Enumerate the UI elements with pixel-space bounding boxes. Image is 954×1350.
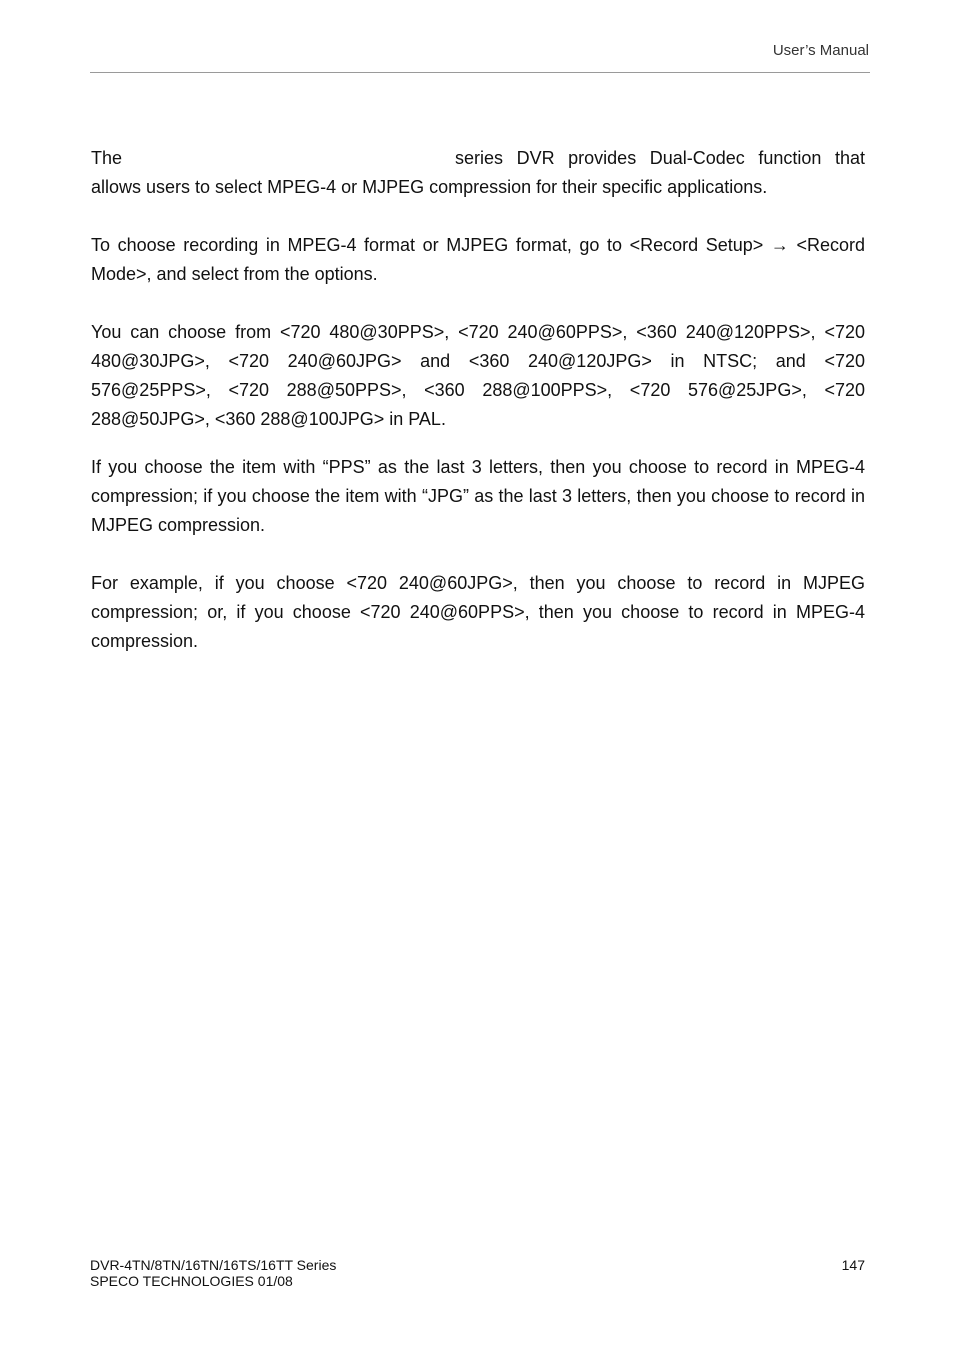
footer-model: DVR-4TN/8TN/16TN/16TS/16TT Series [90,1257,337,1273]
paragraph-second-line: allows users to select MPEG-4 or MJPEG compression for their specific applications. [91,177,768,197]
page-body [91,144,865,656]
paragraph-example: For example, if you choose <720 240@60JPG>, then you choose to record in MJPEG compression; or, if you choose <720 240@60PPS>, then you choose to record in MPEG-4 compression. [91,573,865,651]
footer-info [90,1257,336,1289]
paragraph-dual-codec [91,144,865,202]
paragraph-options-list: You can choose from <720 480@30PPS>, <720 240@60PPS>, <360 240@120PPS>, <720 480@30JPG>, <720 240@60JPG> and <360 240@120JPG> in NTSC; and <720 576@25PPS>, <720 288@50PPS>, <360 288@100PPS>, <720 576@25JPG>, <720 288@50JPG>, <360 288@100JPG> in PAL. [91,322,865,429]
paragraph-line-rest: series DVR provides Dual-Codec function that [455,148,865,168]
page-number: 147 [841,1257,865,1273]
paragraph-first-line [91,144,865,173]
paragraph-pps-jpg-explanation: If you choose the item with “PPS” as the last 3 letters, then you choose to record in MPEG-4 compression; if you choose the item with “JPG” as the last 3 letters, then you choose to record in MJPEG compression. [91,457,865,535]
header-divider [90,72,870,73]
running-header: User’s Manual [772,42,869,59]
paragraph-lead-word: The [91,148,123,168]
paragraph-record-mode: To choose recording in MPEG-4 format or MJPEG format, go to <Record Setup> → <Record Mode>, and select from the options. [91,235,865,284]
footer-company: SPECO TECHNOLOGIES 01/08 [90,1273,293,1289]
